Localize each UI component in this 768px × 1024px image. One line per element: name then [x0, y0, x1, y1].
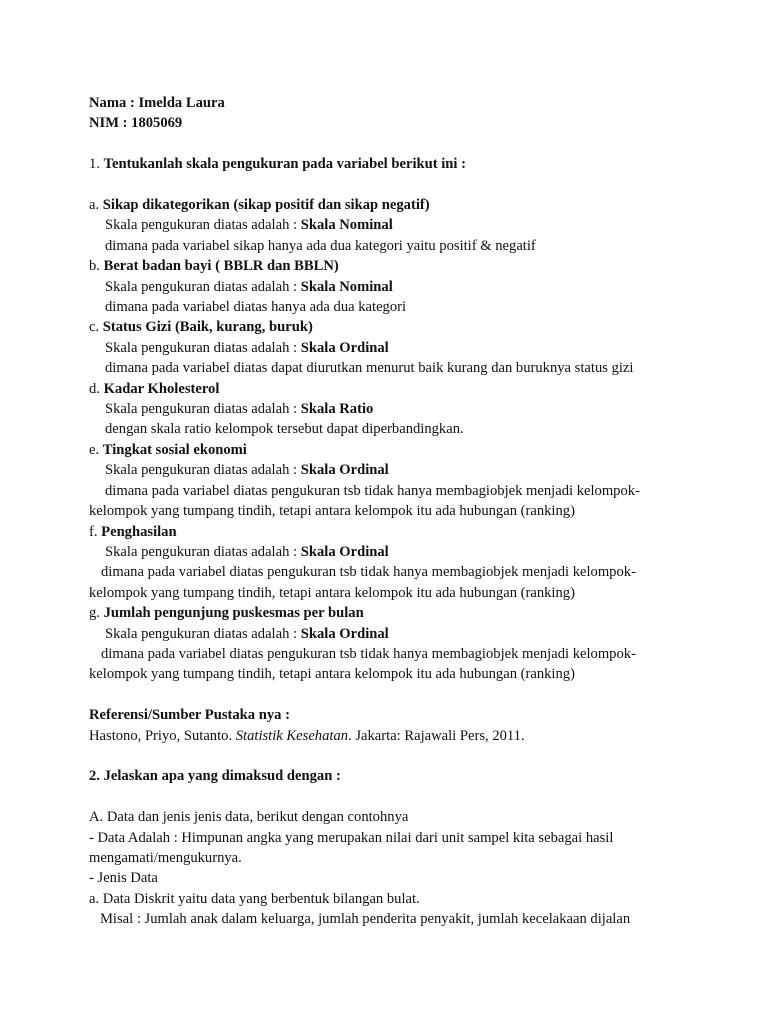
item-scale — [89, 215, 761, 235]
item-marker: g. — [89, 605, 104, 622]
item-title — [89, 440, 761, 460]
q2-line: a. Data Diskrit yaitu data yang berbentuk bilangan bulat. — [89, 890, 420, 907]
reference-citation: Hastono, Priyo, Sutanto. Statistik Kesehatan. Jakarta: Rajawali Pers, 2011. — [89, 727, 525, 744]
item-title-text: Penghasilan — [101, 523, 177, 540]
item-scale — [89, 338, 761, 358]
item-explanation: dimana pada variabel diatas pengukuran tsb tidak hanya membagiobjek menjadi kelompok- — [101, 645, 636, 662]
item-scale — [89, 460, 761, 480]
question-1-items — [89, 195, 761, 685]
item-scale-value: Skala Ordinal — [300, 543, 389, 560]
item-scale-lead: Skala pengukuran diatas adalah : — [105, 217, 301, 234]
item-scale — [89, 542, 761, 562]
item-title-text: Jumlah pengunjung puskesmas per bulan — [103, 605, 364, 622]
item-scale-lead: Skala pengukuran diatas adalah : — [105, 625, 301, 642]
item-title-text: Status Gizi (Baik, kurang, buruk) — [102, 319, 313, 336]
item-scale-lead: Skala pengukuran diatas adalah : — [105, 543, 301, 560]
document-page — [89, 93, 761, 930]
item-explanation: dimana pada variabel diatas hanya ada dua kategori — [105, 299, 407, 316]
item-title — [89, 195, 761, 215]
item-explanation: kelompok yang tumpang tindih, tetapi antara kelompok itu ada hubungan (ranking) — [89, 503, 575, 520]
item-marker: a. — [89, 197, 103, 213]
item-scale — [89, 399, 761, 419]
item-title — [89, 522, 761, 542]
item-title-text: Tingkat sosial ekonomi — [102, 441, 247, 458]
item-marker: d. — [89, 380, 104, 397]
item-scale-value: Skala Ratio — [300, 401, 374, 418]
item-scale — [89, 277, 761, 297]
item-scale-lead: Skala pengukuran diatas adalah : — [105, 278, 301, 295]
item-scale-value: Skala Ordinal — [300, 339, 389, 356]
item-scale-value: Skala Ordinal — [300, 625, 389, 642]
item-explanation: kelompok yang tumpang tindih, tetapi antara kelompok itu ada hubungan (ranking) — [89, 584, 575, 601]
q2-line: mengamati/mengukurnya. — [89, 849, 242, 866]
q2-line: A. Data dan jenis jenis data, berikut dengan contohnya — [89, 809, 409, 826]
item-explanation: kelompok yang tumpang tindih, tetapi antara kelompok itu ada hubungan (ranking) — [89, 666, 575, 683]
item-title-text: Kadar Kholesterol — [103, 380, 220, 397]
item-title — [89, 256, 761, 276]
question-2-title: 2. Jelaskan apa yang dimaksud dengan : — [89, 768, 341, 785]
item-scale — [89, 624, 761, 644]
q2-line: - Jenis Data — [89, 870, 158, 887]
item-explanation: dimana pada variabel diatas pengukuran tsb tidak hanya membagiobjek menjadi kelompok- — [105, 482, 640, 499]
item-explanation: dimana pada variabel diatas dapat diurutkan menurut baik kurang dan buruknya status gizi — [105, 360, 634, 377]
student-name: Nama : Imelda Laura — [89, 95, 225, 111]
item-scale-value: Skala Nominal — [300, 278, 393, 295]
question-1-title: 1. Tentukanlah skala pengukuran pada variabel berikut ini : — [89, 156, 466, 173]
reference-title: Referensi/Sumber Pustaka nya : — [89, 707, 290, 724]
item-marker: c. — [89, 319, 103, 336]
item-explanation: dengan skala ratio kelompok tersebut dapat diperbandingkan. — [105, 421, 464, 438]
item-scale-lead: Skala pengukuran diatas adalah : — [105, 401, 301, 418]
item-scale-lead: Skala pengukuran diatas adalah : — [105, 339, 301, 356]
item-title-text: Berat badan bayi ( BBLR dan BBLN) — [103, 258, 339, 275]
item-title-text: Sikap dikategorikan (sikap positif dan sikap negatif) — [102, 197, 430, 213]
item-title — [89, 603, 761, 623]
item-scale-value: Skala Nominal — [300, 217, 393, 234]
item-scale-lead: Skala pengukuran diatas adalah : — [105, 462, 301, 479]
item-marker: f. — [89, 523, 102, 540]
q2-line: - Data Adalah : Himpunan angka yang merupakan nilai dari unit sampel kita sebagai hasil — [89, 829, 614, 846]
question-2-body — [89, 807, 761, 929]
item-title — [89, 379, 761, 399]
q2-line: Misal : Jumlah anak dalam keluarga, jumlah penderita penyakit, jumlah kecelakaan dijalan — [89, 911, 631, 928]
item-title — [89, 317, 761, 337]
item-explanation: dimana pada variabel sikap hanya ada dua kategori yaitu positif & negatif — [105, 237, 536, 254]
item-marker: b. — [89, 258, 104, 275]
item-explanation: dimana pada variabel diatas pengukuran tsb tidak hanya membagiobjek menjadi kelompok- — [101, 564, 636, 581]
item-marker: e. — [89, 441, 103, 458]
student-nim: NIM : 1805069 — [89, 115, 183, 132]
item-scale-value: Skala Ordinal — [300, 462, 389, 479]
